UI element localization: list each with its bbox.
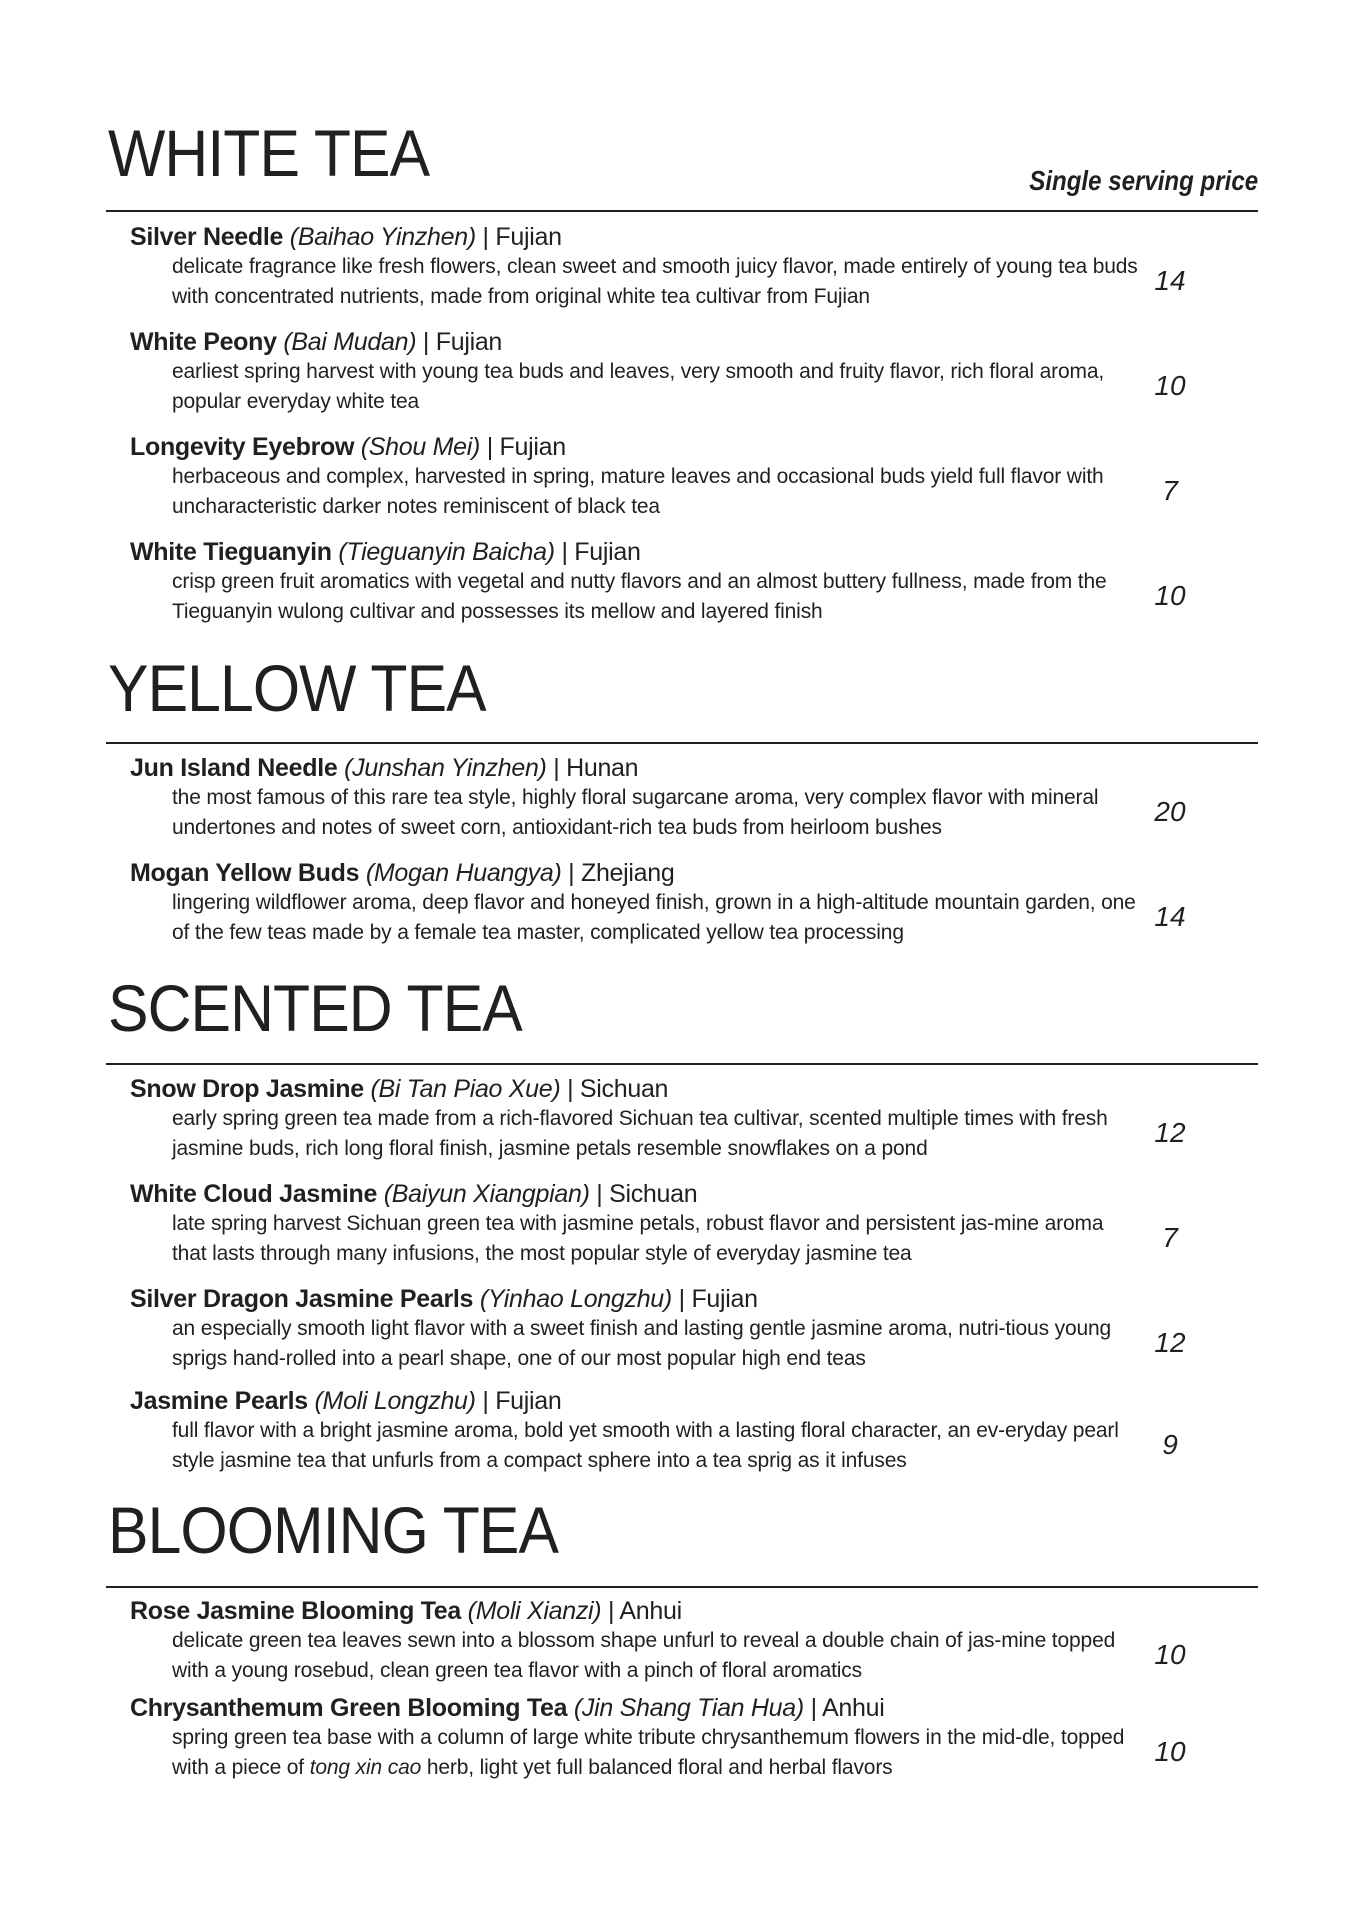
item-origin: | Fujian: [482, 1387, 562, 1415]
item-chinese-name: (Moli Xianzi): [467, 1597, 602, 1625]
item-name: Chrysanthemum Green Blooming Tea: [130, 1694, 568, 1722]
item-chinese-name: (Moli Longzhu): [314, 1387, 476, 1415]
item-header: [130, 222, 1258, 252]
item-description: the most famous of this rare tea style, highly floral sugarcane aroma, very complex flavor with mineral undertones and notes of sweet corn, antioxidant-rich tea buds from heirloom bushes: [172, 786, 1099, 839]
section-divider: [106, 1063, 1258, 1065]
section-title: WHITE TEA: [108, 116, 430, 190]
item-header: [130, 858, 1258, 888]
item-chinese-name: (Bi Tan Piao Xue): [370, 1075, 561, 1103]
menu-item: [130, 1693, 1258, 1783]
item-origin: | Hunan: [553, 754, 639, 782]
item-description: full flavor with a bright jasmine aroma, bold yet smooth with a lasting floral character, an ev-eryday pearl style jasmine tea that unfurls from a compact sphere into a tea sprig as it infuses: [172, 1419, 1119, 1472]
item-description: [172, 1723, 1140, 1783]
item-description: an especially smooth light flavor with a sweet finish and lasting gentle jasmine aroma, nutri-tious young sprigs hand-rolled into a pearl shape, one of our most popular high end teas: [172, 1317, 1112, 1370]
item-price: 10: [1154, 370, 1186, 401]
item-price: 12: [1154, 1327, 1186, 1358]
item-price: 9: [1162, 1429, 1178, 1460]
section-title: YELLOW TEA: [108, 651, 486, 725]
item-origin: | Fujian: [561, 538, 641, 566]
item-header: [130, 1284, 1258, 1314]
item-description-herb: tong xin cao: [309, 1756, 422, 1779]
item-description: delicate green tea leaves sewn into a blossom shape unfurl to reveal a double chain of jas-mine topped with a young rosebud, clean green tea flavor with a pinch of floral aromatics: [172, 1629, 1116, 1682]
menu-item: [130, 222, 1258, 312]
item-description: delicate fragrance like fresh flowers, clean sweet and smooth juicy flavor, made entirely of young tea buds with concentrated nutrients, made from original white tea cultivar from Fujian: [172, 255, 1138, 308]
item-chinese-name: (Tieguanyin Baicha): [338, 538, 555, 566]
menu-item: [130, 327, 1258, 417]
item-header: [130, 537, 1258, 567]
item-description: earliest spring harvest with young tea buds and leaves, very smooth and fruity flavor, rich floral aroma, popular everyday white tea: [172, 360, 1105, 413]
item-name: Jasmine Pearls: [130, 1387, 308, 1415]
item-chinese-name: (Bai Mudan): [283, 328, 417, 356]
item-header: [130, 1693, 1258, 1723]
item-description: crisp green fruit aromatics with vegetal and nutty flavors and an almost buttery fullness, made from the Tieguanyin wulong cultivar and possesses its mellow and layered finish: [172, 570, 1107, 623]
item-header: [130, 432, 1258, 462]
section-title: SCENTED TEA: [108, 971, 522, 1045]
menu-item: [130, 1596, 1258, 1686]
item-description: lingering wildflower aroma, deep flavor and honeyed finish, grown in a high-altitude mountain garden, one of the few teas made by a female tea master, complicated yellow tea processing: [172, 891, 1136, 944]
section-divider: [106, 742, 1258, 744]
item-origin: | Fujian: [678, 1285, 758, 1313]
item-name: Jun Island Needle: [130, 754, 338, 782]
section-divider: [106, 210, 1258, 212]
menu-item: [130, 1074, 1258, 1164]
item-price: 10: [1154, 1736, 1186, 1767]
item-chinese-name: (Yinhao Longzhu): [479, 1285, 672, 1313]
item-name: Silver Needle: [130, 223, 284, 251]
price-column-heading: Single serving price: [1029, 165, 1258, 196]
menu-item: [130, 858, 1258, 948]
menu-item: [130, 537, 1258, 627]
menu-item: [130, 753, 1258, 843]
item-header: [130, 327, 1258, 357]
item-chinese-name: (Shou Mei): [360, 433, 481, 461]
item-header: [130, 753, 1258, 783]
item-chinese-name: (Junshan Yinzhen): [344, 754, 547, 782]
item-origin: | Sichuan: [596, 1180, 698, 1208]
item-name: White Peony: [130, 328, 277, 356]
item-header: [130, 1386, 1258, 1416]
item-name: Mogan Yellow Buds: [130, 859, 360, 887]
item-price: 10: [1154, 580, 1186, 611]
item-name: Rose Jasmine Blooming Tea: [130, 1597, 462, 1625]
menu-item: [130, 1284, 1258, 1374]
menu-item: [130, 1179, 1258, 1269]
item-description-part: herb, light yet full balanced floral and herbal flavors: [426, 1756, 893, 1779]
item-price: 14: [1154, 265, 1186, 296]
item-description: late spring harvest Sichuan green tea with jasmine petals, robust flavor and persistent jas-mine aroma that lasts through many infusions, the most popular style of everyday jasmine tea: [172, 1212, 1104, 1265]
menu-item: [130, 1386, 1258, 1476]
item-origin: | Anhui: [810, 1694, 885, 1722]
section-divider: [106, 1586, 1258, 1588]
item-description: early spring green tea made from a rich-flavored Sichuan tea cultivar, scented multiple times with fresh jasmine buds, rich long floral finish, jasmine petals resemble snowflakes on a pond: [172, 1107, 1108, 1160]
item-origin: | Fujian: [486, 433, 566, 461]
item-price: 14: [1154, 901, 1186, 932]
item-header: [130, 1179, 1258, 1209]
item-name: Snow Drop Jasmine: [130, 1075, 364, 1103]
item-name: Longevity Eyebrow: [130, 433, 355, 461]
item-description-part: spring green tea base with a column of large white tribute chrysanthemum flowers in the mid-dle, topped with a piece of: [172, 1726, 1125, 1779]
item-chinese-name: (Mogan Huangya): [365, 859, 562, 887]
item-price: 7: [1162, 475, 1178, 506]
item-header: [130, 1596, 1258, 1626]
item-price: 20: [1154, 796, 1186, 827]
item-name: White Tieguanyin: [130, 538, 332, 566]
item-price: 12: [1154, 1117, 1186, 1148]
item-origin: | Fujian: [482, 223, 562, 251]
item-origin: | Fujian: [422, 328, 503, 356]
item-chinese-name: (Jin Shang Tian Hua): [573, 1694, 804, 1722]
section-title: BLOOMING TEA: [108, 1493, 559, 1567]
item-origin: | Anhui: [607, 1597, 682, 1625]
item-name: Silver Dragon Jasmine Pearls: [130, 1285, 474, 1313]
item-price: 10: [1154, 1639, 1186, 1670]
item-chinese-name: (Baihao Yinzhen): [289, 223, 476, 251]
item-description: herbaceous and complex, harvested in spring, mature leaves and occasional buds yield full flavor with uncharacteristic darker notes reminiscent of black tea: [172, 465, 1104, 518]
menu-item: [130, 432, 1258, 522]
item-header: [130, 1074, 1258, 1104]
item-price: 7: [1162, 1222, 1178, 1253]
item-chinese-name: (Baiyun Xiangpian): [383, 1180, 590, 1208]
item-origin: | Sichuan: [567, 1075, 669, 1103]
item-name: White Cloud Jasmine: [130, 1180, 378, 1208]
item-origin: | Zhejiang: [568, 859, 675, 887]
